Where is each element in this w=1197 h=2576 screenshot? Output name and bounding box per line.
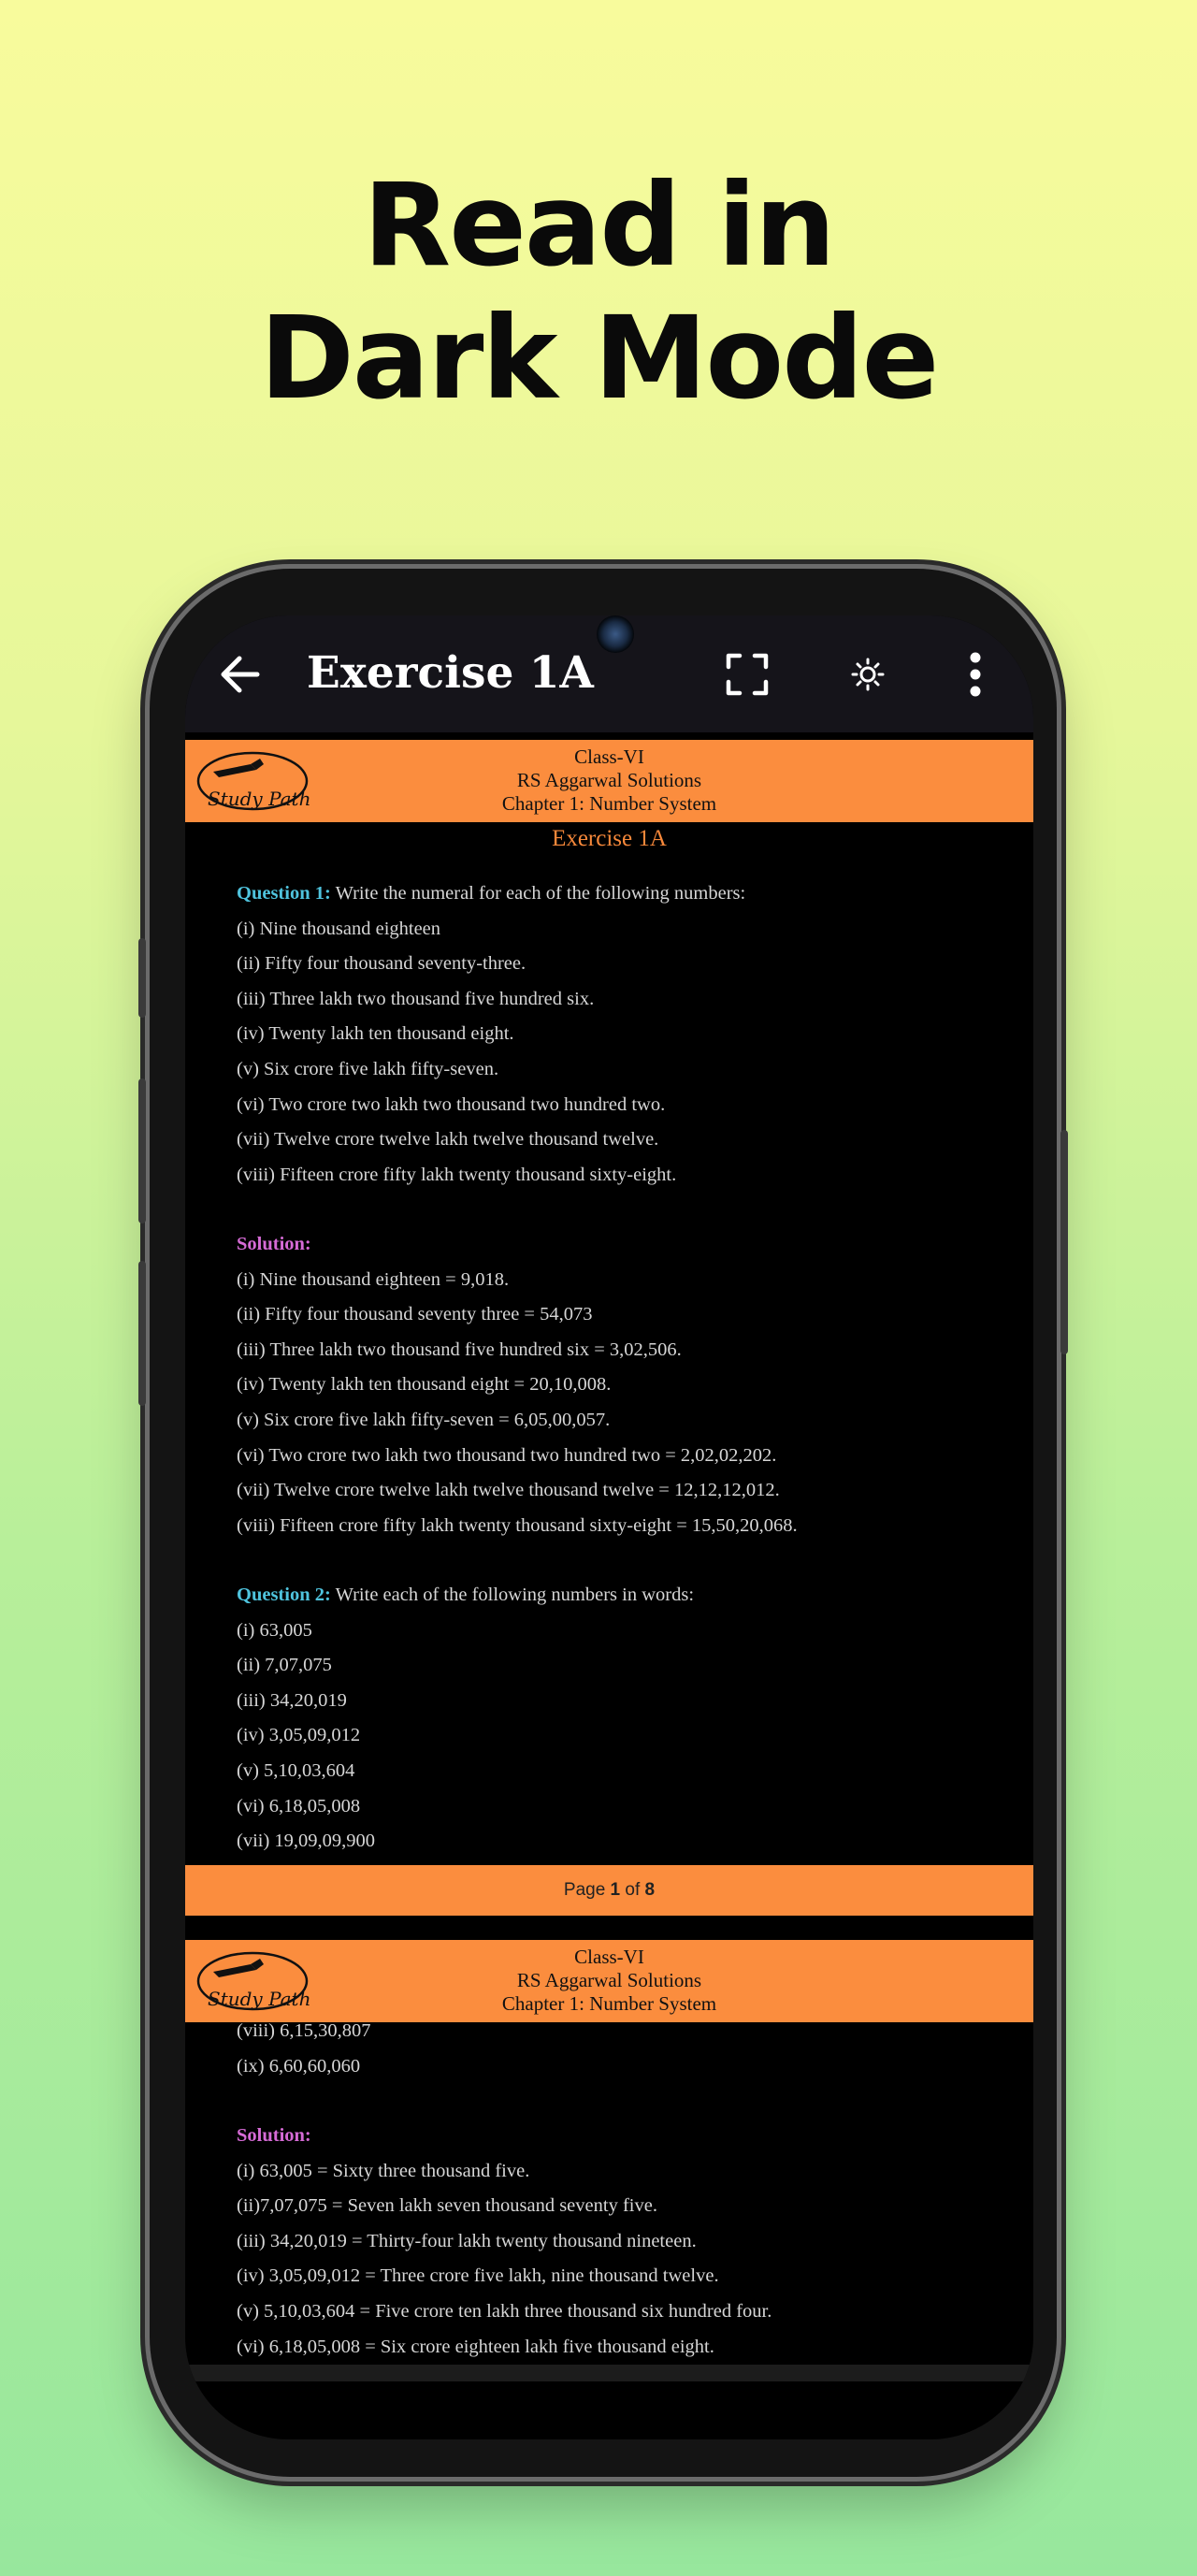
question-2-prompt [237,1578,694,1614]
list-item: (iv) Twenty lakh ten thousand eight = 20,10,008. [237,1374,612,1396]
list-item: (iii) Three lakh two thousand five hundred six. [237,988,595,1009]
question-1-block [237,876,745,1193]
list-item: (vii) Twelve crore twelve lakh twelve thousand twelve = 12,12,12,012. [237,1480,780,1501]
list-item: (iv) 3,05,09,012 [237,1725,361,1746]
question-2-continued [237,2014,371,2084]
question-text: Write the numeral for each of the following numbers: [330,883,746,904]
banner-book: RS Aggarwal Solutions [516,1969,702,1991]
brightness-icon [835,642,901,707]
question-label: Question 2: [237,1585,331,1605]
page-prefix: Page [563,1880,611,1900]
list-item: (iii) 34,20,019 = Thirty-four lakh twenty thousand nineteen. [237,2230,697,2251]
side-button-volume-up [138,1078,146,1223]
list-item: (vi) Two crore two lakh two thousand two hundred two. [237,1093,666,1115]
question-2-block [237,1578,694,1860]
list-item: (viii) 6,15,30,807 [237,2020,371,2041]
list-item: (i) 63,005 = Sixty three thousand five. [237,2160,530,2181]
back-button[interactable] [209,642,274,707]
front-camera [597,615,634,653]
list-item: (ii) Fifty four thousand seventy three = 54,073 [237,1304,593,1325]
question-label: Question 1: [237,883,331,904]
question-1-prompt [237,876,745,912]
banner-class: Class-VI [574,1946,644,1968]
fullscreen-button[interactable] [714,642,780,707]
list-item: (ii) 7,07,075 [237,1655,332,1676]
more-vert-icon [943,642,1008,707]
solution-1-block [237,1227,798,1543]
svg-text:Study Path: Study Path [208,1988,311,2010]
page-middle: of [620,1880,645,1900]
more-options-button[interactable] [943,642,1008,707]
banner-book: RS Aggarwal Solutions [516,769,702,791]
list-item: (i) 63,005 [237,1619,312,1641]
list-item: (v) Six crore five lakh fifty-seven = 6,05,00,057. [237,1409,611,1430]
page-indicator [185,1865,1033,1916]
list-item: (vii) 19,09,09,900 [237,1831,376,1852]
list-item: (viii) Fifteen crore fifty lakh twenty thousand sixty-eight. [237,1164,677,1185]
list-item: (iv) Twenty lakh ten thousand eight. [237,1023,514,1045]
page-header-banner [185,1940,1033,2022]
phone-screen [185,615,1033,2439]
phone-frame [150,569,1057,2477]
list-item: (vii) Twelve crore twelve lakh twelve thousand twelve. [237,1129,659,1151]
page-header-banner [185,740,1033,822]
current-page: 1 [610,1880,621,1900]
list-item: (ix) 6,60,60,060 [237,2055,361,2077]
list-item: (iv) 3,05,09,012 = Three crore five lakh, nine thousand twelve. [237,2265,719,2287]
list-item: (vi) 6,18,05,008 [237,1795,361,1816]
list-item: (i) Nine thousand eighteen [237,918,441,939]
list-item: (viii) Fifteen crore fifty lakh twenty thousand sixty-eight = 15,50,20,068. [237,1514,798,1536]
promo-headline [0,159,1197,425]
solution-2-block [237,2119,772,2365]
headline-line-1: Read in [363,159,834,292]
exercise-heading: Exercise 1A [552,826,667,851]
fullscreen-icon [714,642,780,707]
solution-label: Solution: [237,1234,311,1254]
side-button-action [138,938,146,1018]
headline-line-2: Dark Mode [259,292,938,425]
list-item: (v) Six crore five lakh fifty-seven. [237,1058,499,1079]
brightness-button[interactable] [835,642,901,707]
total-pages: 8 [644,1880,656,1900]
list-item: (v) 5,10,03,604 [237,1759,355,1781]
question-text: Write each of the following numbers in words: [330,1585,695,1605]
list-item: (ii)7,07,075 = Seven lakh seven thousand seventy five. [237,2195,657,2217]
list-item: (i) Nine thousand eighteen = 9,018. [237,1268,510,1290]
page-title: Exercise 1A [307,647,594,699]
back-arrow-icon [209,642,274,707]
list-item: (vi) 6,18,05,008 = Six crore eighteen lakh five thousand eight. [237,2336,714,2357]
list-item: (iii) Three lakh two thousand five hundred six = 3,02,506. [237,1339,682,1360]
list-item: (iii) 34,20,019 [237,1689,347,1711]
list-item: (ii) Fifty four thousand seventy-three. [237,953,526,975]
svg-text:Study Path: Study Path [208,788,311,810]
list-item: (vi) Two crore two lakh two thousand two hundred two = 2,02,02,202. [237,1444,777,1466]
banner-class: Class-VI [574,745,644,768]
solution-label: Solution: [237,2125,311,2146]
banner-chapter: Chapter 1: Number System [501,792,717,815]
app-bar [185,615,1033,732]
page-bottom-strip [185,2365,1033,2381]
side-button-volume-down [138,1261,146,1406]
side-button-power [1060,1130,1068,1354]
banner-chapter: Chapter 1: Number System [501,1992,717,2015]
list-item: (v) 5,10,03,604 = Five crore ten lakh three thousand six hundred four. [237,2300,772,2322]
